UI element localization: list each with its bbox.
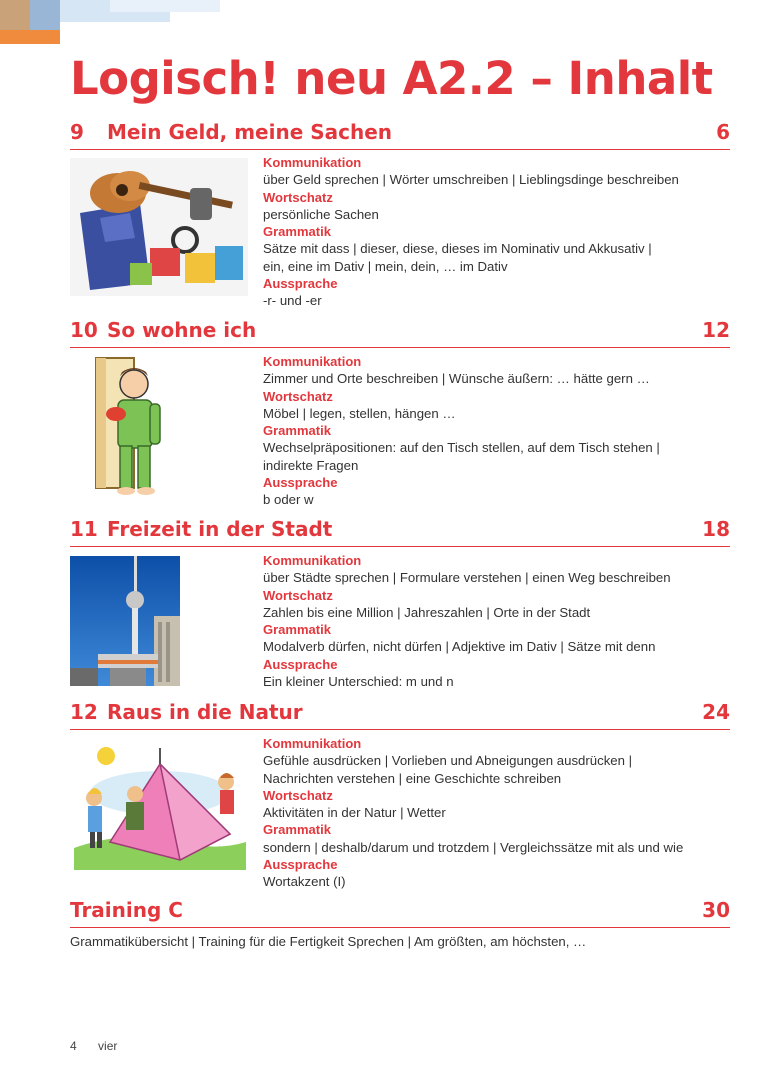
- training-page: 30: [702, 898, 730, 922]
- content-line: Ein kleiner Unterschied: m und n: [263, 674, 454, 690]
- unit-title: [70, 700, 303, 724]
- section-label-grammatik: Grammatik: [263, 224, 331, 240]
- unit-number: 10: [70, 318, 98, 342]
- section-label-wortschatz: Wortschatz: [263, 189, 333, 205]
- man-in-pajamas-at-door-icon: [88, 354, 178, 496]
- section-label-kommunikation: Kommunikation: [263, 354, 362, 369]
- content-line: Zimmer und Orte beschreiben | Wünsche äußern: … hätte gern …: [263, 371, 650, 387]
- content-line: sondern | deshalb/darum und trotzdem | Vergleichssätze mit als und wie: [263, 839, 684, 855]
- section-label-aussprache: Aussprache: [263, 656, 338, 672]
- section-label-kommunikation: Kommunikation: [263, 736, 362, 751]
- unit-number: 11: [70, 517, 98, 541]
- content-line: -r- und -er: [263, 293, 322, 309]
- unit-title: [70, 318, 256, 342]
- bag-with-guitar-and-belongings-icon: [70, 158, 248, 296]
- section-label-kommunikation: Kommunikation: [263, 553, 362, 568]
- content-line: indirekte Fragen: [263, 457, 359, 473]
- content-line: Nachrichten verstehen | eine Geschichte schreiben: [263, 770, 562, 786]
- unit-header: [70, 700, 730, 730]
- header-decoration: [0, 0, 300, 46]
- section-label-wortschatz: Wortschatz: [263, 587, 333, 603]
- page-number: 4: [70, 1039, 77, 1053]
- content-line: Sätze mit dass | dieser, diese, dieses im Nominativ und Akkusativ |: [263, 241, 652, 257]
- training-title: Training C: [70, 898, 183, 922]
- unit-number: 9: [70, 120, 84, 144]
- content-line: Aktivitäten in der Natur | Wetter: [263, 805, 446, 821]
- unit-title: [70, 120, 392, 144]
- unit-content: [263, 353, 733, 509]
- unit-name: Freizeit in der Stadt: [106, 517, 333, 541]
- berlin-tv-tower-photo-icon: [70, 556, 180, 686]
- unit-name: So wohne ich: [106, 318, 257, 342]
- unit-content: [263, 154, 733, 310]
- page-title: Logisch! neu A2.2 – Inhalt: [70, 52, 713, 105]
- content-line: Möbel | legen, stellen, hängen …: [263, 405, 456, 421]
- unit-header: [70, 517, 730, 547]
- section-label-aussprache: Aussprache: [263, 857, 338, 873]
- content-line: Wechselpräpositionen: auf den Tisch stellen, auf dem Tisch stehen |: [263, 440, 660, 456]
- content-line: über Geld sprechen | Wörter umschreiben | Lieblingsdinge beschreiben: [263, 172, 679, 188]
- page-footer: [70, 1039, 135, 1053]
- section-label-grammatik: Grammatik: [263, 622, 331, 638]
- unit-content: [263, 735, 733, 891]
- section-label-wortschatz: Wortschatz: [263, 388, 333, 404]
- content-line: Wortakzent (I): [263, 874, 346, 890]
- section-label-wortschatz: Wortschatz: [263, 787, 333, 803]
- section-label-kommunikation: Kommunikation: [263, 155, 362, 170]
- content-line: Zahlen bis eine Million | Jahreszahlen | Orte in der Stadt: [263, 604, 591, 620]
- content-line: Modalverb dürfen, nicht dürfen | Adjektive im Dativ | Sätze mit denn: [263, 639, 656, 655]
- unit-header: [70, 318, 730, 348]
- unit-page: 24: [702, 700, 730, 724]
- page-word: vier: [98, 1039, 118, 1053]
- unit-page: 6: [716, 120, 730, 144]
- section-label-aussprache: Aussprache: [263, 276, 338, 292]
- section-label-grammatik: Grammatik: [263, 423, 331, 439]
- unit-title: [70, 517, 332, 541]
- content-line: über Städte sprechen | Formulare verstehen | einen Weg beschreiben: [263, 570, 671, 586]
- unit-page: 12: [702, 318, 730, 342]
- unit-number: 12: [70, 700, 98, 724]
- unit-header: [70, 120, 730, 150]
- content-line: ein, eine im Dativ | mein, dein, … im Dativ: [263, 258, 508, 274]
- section-label-aussprache: Aussprache: [263, 475, 338, 491]
- unit-content: [263, 552, 733, 690]
- content-line: persönliche Sachen: [263, 206, 379, 222]
- content-line: Gefühle ausdrücken | Vorlieben und Abneigungen ausdrücken |: [263, 753, 633, 769]
- training-content: Grammatikübersicht | Training für die Fertigkeit Sprechen | Am größten, am höchsten, …: [70, 934, 587, 949]
- unit-name: Raus in die Natur: [106, 700, 303, 724]
- content-line: b oder w: [263, 492, 314, 508]
- unit-page: 18: [702, 517, 730, 541]
- training-header: [70, 898, 730, 928]
- section-label-grammatik: Grammatik: [263, 822, 331, 838]
- unit-name: Mein Geld, meine Sachen: [106, 120, 393, 144]
- camping-tent-cartoon-icon: [70, 738, 248, 870]
